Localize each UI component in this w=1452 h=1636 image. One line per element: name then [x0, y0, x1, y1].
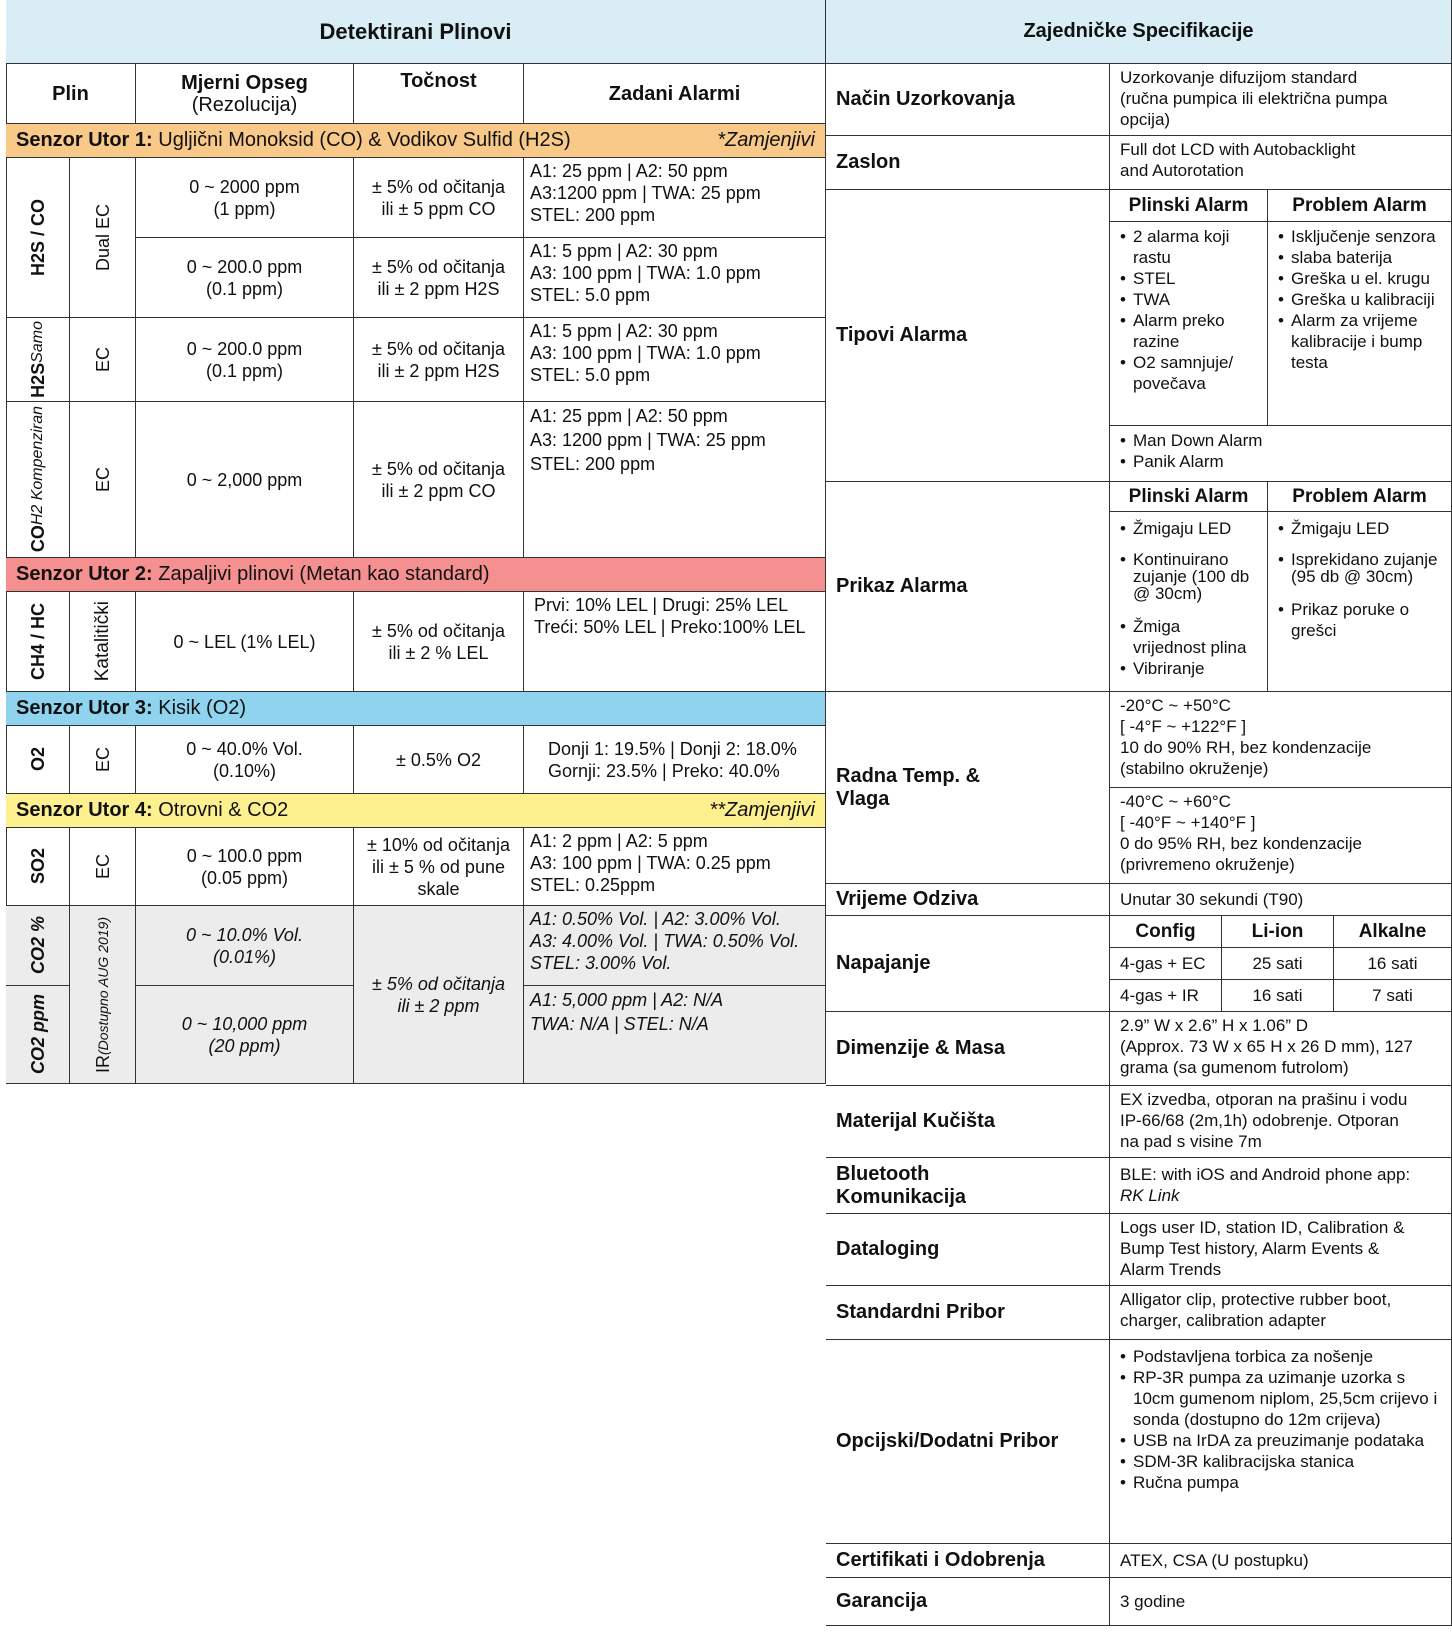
ch4-range: 0 ~ LEL (1% LEL): [136, 592, 354, 692]
co2-ppm-range: 0 ~ 10,000 ppm (20 ppm): [136, 986, 354, 1084]
co-comp-accuracy: ± 5% od očitanja ili ± 2 ppm CO: [354, 402, 524, 558]
certs-label: Certifikati i Odobrenja: [826, 1544, 1110, 1578]
alarm-types-extra-item: • Man Down Alarm: [1120, 430, 1441, 451]
detected-gases-table: [6, 0, 826, 1084]
so2-accuracy: ± 10% od očitanja ili ± 5 % od pune skale: [354, 828, 524, 906]
co2-ppm-alarms: A1: 5,000 ppm | A2: N/A TWA: N/A | STEL: N/A: [524, 986, 826, 1084]
slot2-band: [6, 558, 826, 592]
col-gas: Plin: [6, 64, 136, 124]
slot1-label: Senzor Utor 1:: [16, 129, 153, 151]
slot4-desc: Otrovni & CO2: [158, 799, 289, 821]
power-head-liion: Li-ion: [1222, 916, 1334, 948]
alarm-display-gas-item: • Žmigaju LED: [1120, 518, 1257, 539]
alarm-display-gas-item: • Kontinuirano zujanje (100 db @ 30cm): [1120, 551, 1257, 602]
power-row1-config: 4-gas + EC: [1110, 948, 1222, 980]
o2-type: EC: [70, 726, 136, 794]
alarm-display-problem-item: • Prikaz poruke o grešci: [1278, 599, 1441, 641]
ch4-type: Katalitički: [70, 592, 136, 692]
std-acc-value: Alligator clip, protective rubber boot, charger, calibration adapter: [1110, 1286, 1452, 1340]
housing-label: Materijal Kučišta: [826, 1086, 1110, 1158]
alarm-display-problem-item: • Isprekidano zujanje (95 db @ 30cm): [1278, 551, 1441, 585]
warranty-label: Garancija: [826, 1578, 1110, 1626]
power-label: Napajanje: [826, 916, 1110, 1012]
slot1-band: [6, 124, 826, 158]
alarm-types-problem-head: Problem Alarm: [1268, 190, 1452, 222]
response-value: Unutar 30 sekundi (T90): [1110, 884, 1452, 916]
alarm-display-gas-head: Plinski Alarm: [1110, 482, 1268, 512]
sampling-label: Način Uzorkovanja: [826, 64, 1110, 136]
alarm-display-label: Prikaz Alarma: [826, 482, 1110, 692]
alarm-types-problem-item: • Greška u el. krugu: [1278, 268, 1447, 289]
col-alarms: Zadani Alarmi: [524, 64, 826, 124]
alarm-types-problem-item: • Isključenje senzora: [1278, 226, 1447, 247]
temp-normal: -20°C ~ +50°C [ -4°F ~ +122°F ] 10 do 90% RH, bez kondenzacije (stabilno okruženje): [1110, 692, 1452, 788]
h2s-only-type: EC: [70, 318, 136, 402]
opt-acc-list: [1110, 1340, 1452, 1544]
temp-label: Radna Temp. & Vlaga: [826, 692, 1110, 884]
power-head-alkaline: Alkalne: [1334, 916, 1452, 948]
co2-pct-gas: CO2 %: [6, 906, 70, 986]
display-value: Full dot LCD with Autobacklight and Autorotation: [1110, 136, 1452, 190]
response-label: Vrijeme Odziva: [826, 884, 1110, 916]
alarm-types-gas-item: • O2 samnjuje/ povečava: [1120, 352, 1257, 394]
so2-alarms: A1: 2 ppm | A2: 5 ppm A3: 100 ppm | TWA: 0.25 ppm STEL: 0.25ppm: [524, 828, 826, 906]
dual-gas: H2S / CO: [6, 158, 70, 318]
sampling-value: Uzorkovanje difuzijom standard (ručna pumpica ili električna pumpa opcija): [1110, 64, 1452, 136]
ch4-alarms: Prvi: 10% LEL | Drugi: 25% LEL Treći: 50% LEL | Preko:100% LEL: [524, 592, 826, 692]
common-specs-table: [826, 0, 1452, 1636]
std-acc-label: Standardni Pribor: [826, 1286, 1110, 1340]
co2-accuracy: ± 5% od očitanja ili ± 2 ppm: [354, 906, 524, 1084]
dual-h2s-accuracy: ± 5% od očitanja ili ± 2 ppm H2S: [354, 238, 524, 318]
alarm-types-gas-head: Plinski Alarm: [1110, 190, 1268, 222]
dual-type: Dual EC: [70, 158, 136, 318]
o2-accuracy: ± 0.5% O2: [354, 726, 524, 794]
bluetooth-app: RK Link: [1120, 1186, 1180, 1205]
alarm-types-extra-item: • Panik Alarm: [1120, 451, 1441, 472]
h2s-only-alarms: A1: 5 ppm | A2: 30 ppm A3: 100 ppm | TWA: 1.0 ppm STEL: 5.0 ppm: [524, 318, 826, 402]
h2s-only-range: 0 ~ 200.0 ppm (0.1 ppm): [136, 318, 354, 402]
alarm-types-problem-item: • slaba baterija: [1278, 247, 1447, 268]
h2s-only-gas: H2S Samo: [6, 318, 70, 402]
alarm-display-gas-item: • Vibriranje: [1120, 658, 1257, 679]
slot2-label: Senzor Utor 2:: [16, 563, 153, 585]
power-row2-alkaline: 7 sati: [1334, 980, 1452, 1012]
col-accuracy: Točnost: [354, 64, 524, 124]
dimensions-value: 2.9” W x 2.6” H x 1.06” D (Approx. 73 W x 65 H x 26 D mm), 127 grama (sa gumenom futrolom): [1110, 1012, 1452, 1086]
left-title: Detektirani Plinovi: [6, 0, 826, 64]
slot3-desc: Kisik (O2): [158, 697, 247, 719]
alarm-display-gas-item: • Žmiga vrijednost plina: [1120, 616, 1257, 658]
dimensions-label: Dimenzije & Masa: [826, 1012, 1110, 1086]
bluetooth-label: Bluetooth Komunikacija: [826, 1158, 1110, 1214]
alarm-types-gas-item: • STEL: [1120, 268, 1257, 289]
co2-ppm-gas: CO2 ppm: [6, 986, 70, 1084]
alarm-display-gas-list: [1110, 512, 1268, 692]
power-head-config: Config: [1110, 916, 1222, 948]
o2-alarms: Donji 1: 19.5% | Donji 2: 18.0% Gornji: 23.5% | Preko: 40.0%: [524, 726, 826, 794]
alarm-types-gas-list: [1110, 222, 1268, 426]
dual-h2s-alarms: A1: 5 ppm | A2: 30 ppm A3: 100 ppm | TWA: 1.0 ppm STEL: 5.0 ppm: [524, 238, 826, 318]
slot1-note: *Zamjenjivi: [717, 129, 815, 151]
co-comp-range: 0 ~ 2,000 ppm: [136, 402, 354, 558]
co2-pct-alarms: A1: 0.50% Vol. | A2: 3.00% Vol. A3: 4.00% Vol. | TWA: 0.50% Vol. STEL: 3.00% Vol.: [524, 906, 826, 986]
dual-co-accuracy: ± 5% od očitanja ili ± 5 ppm CO: [354, 158, 524, 238]
slot3-band: [6, 692, 826, 726]
co2-type: IR (Dostupno AUG 2019): [70, 906, 136, 1084]
housing-value: EX izvedba, otporan na prašinu i vodu IP-66/68 (2m,1h) odobrenje. Otporan na pad s visine 7m: [1110, 1086, 1452, 1158]
opt-acc-item: • Podstavljena torbica za nošenje: [1120, 1346, 1441, 1367]
co-comp-gas: CO H2 Kompenziran: [6, 402, 70, 558]
slot4-note: **Zamjenjivi: [709, 799, 815, 821]
alarm-types-gas-item: • Alarm preko razine: [1120, 310, 1257, 352]
slot3-label: Senzor Utor 3:: [16, 697, 153, 719]
display-label: Zaslon: [826, 136, 1110, 190]
ch4-accuracy: ± 5% od očitanja ili ± 2 % LEL: [354, 592, 524, 692]
alarm-display-problem-list: [1268, 512, 1452, 692]
alarm-display-problem-item: • Žmigaju LED: [1278, 518, 1441, 539]
power-row2-config: 4-gas + IR: [1110, 980, 1222, 1012]
co-comp-alarms: A1: 25 ppm | A2: 50 ppm A3: 1200 ppm | TWA: 25 ppm STEL: 200 ppm: [524, 402, 826, 558]
alarm-types-problem-list: [1268, 222, 1452, 426]
o2-range: 0 ~ 40.0% Vol. (0.10%): [136, 726, 354, 794]
co2-pct-range: 0 ~ 10.0% Vol. (0.01%): [136, 906, 354, 986]
temp-temporary: -40°C ~ +60°C [ -40°F ~ +140°F ] 0 do 95% RH, bez kondenzacije (privremeno okruženje): [1110, 788, 1452, 884]
col-range: Mjerni Opseg (Rezolucija): [136, 64, 354, 124]
datalog-label: Dataloging: [826, 1214, 1110, 1286]
bluetooth-value: BLE: with iOS and Android phone app: RK Link: [1110, 1158, 1452, 1214]
o2-gas: O2: [6, 726, 70, 794]
h2s-only-accuracy: ± 5% od očitanja ili ± 2 ppm H2S: [354, 318, 524, 402]
opt-acc-label: Opcijski/Dodatni Pribor: [826, 1340, 1110, 1544]
alarm-types-gas-item: • 2 alarma koji rastu: [1120, 226, 1257, 268]
datalog-value: Logs user ID, station ID, Calibration & Bump Test history, Alarm Events & Alarm Trends: [1110, 1214, 1452, 1286]
certs-value: ATEX, CSA (U postupku): [1110, 1544, 1452, 1578]
so2-range: 0 ~ 100.0 ppm (0.05 ppm): [136, 828, 354, 906]
opt-acc-item: • Ručna pumpa: [1120, 1472, 1441, 1493]
so2-gas: SO2: [6, 828, 70, 906]
alarm-display-problem-head: Problem Alarm: [1268, 482, 1452, 512]
alarm-types-problem-item: • Alarm za vrijeme kalibracije i bump testa: [1278, 310, 1447, 373]
ch4-gas: CH4 / HC: [6, 592, 70, 692]
opt-acc-item: • SDM-3R kalibracijska stanica: [1120, 1451, 1441, 1472]
co-comp-type: EC: [70, 402, 136, 558]
opt-acc-item: • RP-3R pumpa za uzimanje uzorka s 10cm gumenom niplom, 25,5cm crijevo i sonda (dostupno do 12m crijeva): [1120, 1367, 1441, 1430]
alarm-types-label: Tipovi Alarma: [826, 190, 1110, 482]
alarm-types-extra: [1110, 426, 1452, 482]
dual-co-range: 0 ~ 2000 ppm (1 ppm): [136, 158, 354, 238]
power-row1-liion: 25 sati: [1222, 948, 1334, 980]
opt-acc-item: • USB na IrDA za preuzimanje podataka: [1120, 1430, 1441, 1451]
alarm-types-problem-item: • Greška u kalibraciji: [1278, 289, 1447, 310]
warranty-value: 3 godine: [1110, 1578, 1452, 1626]
power-row1-alkaline: 16 sati: [1334, 948, 1452, 980]
dual-h2s-range: 0 ~ 200.0 ppm (0.1 ppm): [136, 238, 354, 318]
slot2-desc: Zapaljivi plinovi (Metan kao standard): [158, 563, 490, 585]
slot4-label: Senzor Utor 4:: [16, 799, 153, 821]
right-title: Zajedničke Specifikacije: [826, 0, 1452, 64]
slot1-desc: Ugljični Monoksid (CO) & Vodikov Sulfid (H2S): [158, 129, 571, 151]
power-row2-liion: 16 sati: [1222, 980, 1334, 1012]
slot4-band: [6, 794, 826, 828]
alarm-types-gas-item: • TWA: [1120, 289, 1257, 310]
so2-type: EC: [70, 828, 136, 906]
dual-co-alarms: A1: 25 ppm | A2: 50 ppm A3:1200 ppm | TWA: 25 ppm STEL: 200 ppm: [524, 158, 826, 238]
